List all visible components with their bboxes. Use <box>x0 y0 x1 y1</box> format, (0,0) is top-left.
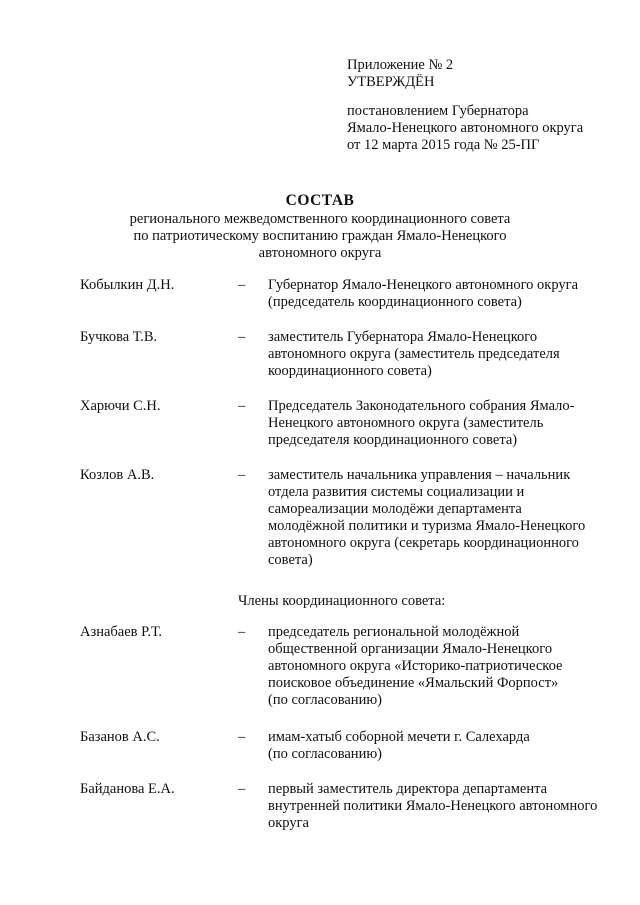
position-line: совета) <box>268 552 313 568</box>
position-line: самореализации молодёжи департамента <box>268 501 522 517</box>
approval-by-line: от 12 марта 2015 года № 25-ПГ <box>347 137 540 153</box>
position-line: заместитель начальника управления – начальник <box>268 467 571 483</box>
approval-by-line: Ямало-Ненецкого автономного округа <box>347 120 584 136</box>
person-position <box>268 729 628 763</box>
position-line: Председатель Законодательного собрания Ямало- <box>268 398 575 414</box>
position-line: автономного округа (заместитель председателя <box>268 346 560 362</box>
position-line: внутренней политики Ямало-Ненецкого автономного <box>268 798 598 814</box>
dash: – <box>238 277 246 293</box>
person-position <box>268 467 628 569</box>
document-subtitle-line: по патриотическому воспитанию граждан Ямало-Ненецкого <box>133 228 507 244</box>
position-line: автономного округа (секретарь координационного <box>268 535 579 551</box>
person-name: Бучкова Т.В. <box>80 329 158 345</box>
approval-stamp: УТВЕРЖДЁН <box>347 74 435 90</box>
dash: – <box>238 398 246 414</box>
position-line: (по согласованию) <box>268 746 382 762</box>
position-line: общественной организации Ямало-Ненецкого <box>268 641 553 657</box>
person-position <box>268 781 628 832</box>
position-line: отдела развития системы социализации и <box>268 484 525 500</box>
document-subtitle-line: регионального межведомственного координационного совета <box>129 211 511 227</box>
document-title: СОСТАВ <box>285 192 355 209</box>
position-line: координационного совета) <box>268 363 432 379</box>
dash: – <box>238 729 246 745</box>
dash: – <box>238 781 246 797</box>
position-line: Губернатор Ямало-Ненецкого автономного округа <box>268 277 579 293</box>
dash: – <box>238 624 246 640</box>
position-line: заместитель Губернатора Ямало-Ненецкого <box>268 329 538 345</box>
person-name: Харючи С.Н. <box>80 398 161 414</box>
person-name: Азнабаев Р.Т. <box>80 624 163 640</box>
position-line: первый заместитель директора департамента <box>268 781 548 797</box>
position-line: (по согласованию) <box>268 692 382 708</box>
person-name: Кобылкин Д.Н. <box>80 277 175 293</box>
position-line: председатель региональной молодёжной <box>268 624 520 640</box>
position-line: (председатель координационного совета) <box>268 294 522 310</box>
position-line: автономного округа «Историко-патриотическое <box>268 658 563 674</box>
position-line: округа <box>268 815 309 831</box>
position-line: имам-хатыб соборной мечети г. Салехарда <box>268 729 530 745</box>
dash: – <box>238 467 246 483</box>
person-position <box>268 329 628 380</box>
person-position <box>268 277 628 311</box>
members-heading: Члены координационного совета: <box>238 593 446 609</box>
position-line: молодёжной политики и туризма Ямало-Ненецкого <box>268 518 586 534</box>
dash: – <box>238 329 246 345</box>
person-position <box>268 624 628 709</box>
position-line: председателя координационного совета) <box>268 432 518 448</box>
document-title-block <box>60 192 580 262</box>
approval-by-line: постановлением Губернатора <box>347 103 529 119</box>
document-subtitle-line: автономного округа <box>258 245 382 261</box>
person-name: Козлов А.В. <box>80 467 155 483</box>
person-name: Базанов А.С. <box>80 729 160 745</box>
position-line: поисковое объединение «Ямальский Форпост» <box>268 675 559 691</box>
person-name: Байданова Е.А. <box>80 781 175 797</box>
person-position <box>268 398 628 449</box>
approval-block <box>347 57 632 154</box>
appendix-number: Приложение № 2 <box>347 57 454 73</box>
position-line: Ненецкого автономного округа (заместитель <box>268 415 544 431</box>
